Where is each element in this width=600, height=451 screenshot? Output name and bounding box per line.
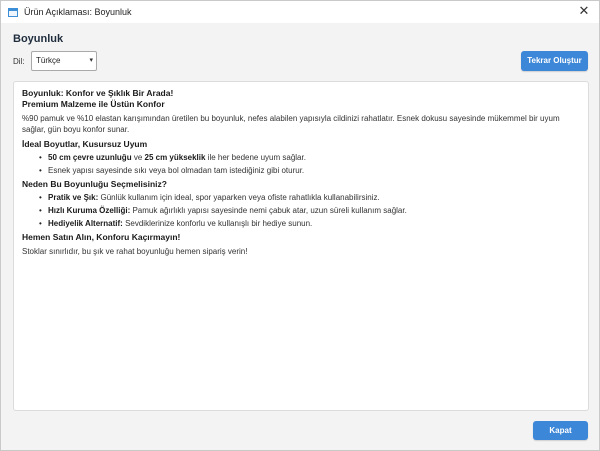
description-text-area[interactable] <box>13 81 589 411</box>
circumference-text: 50 cm çevre uzunluğu <box>48 153 132 162</box>
feature-title: Hediyelik Alternatif: <box>48 219 123 228</box>
height-text: 25 cm yükseklik <box>144 153 206 162</box>
page-title: Boyunluk <box>13 33 64 45</box>
description-heading: Boyunluk: Konfor ve Şıklık Bir Arada! <box>22 88 174 98</box>
language-select-value: Türkçe <box>36 56 61 65</box>
close-button[interactable]: Kapat <box>533 421 588 440</box>
list-item <box>48 218 580 229</box>
feature-text: Pamuk ağırlıklı yapısı sayesinde nemi çabuk atar, uzun süreli kullanım sağlar. <box>130 206 407 215</box>
material-heading: Premium Malzeme ile Üstün Konfor <box>22 99 165 109</box>
language-label: Dil: <box>13 57 25 66</box>
cta-heading: Hemen Satın Alın, Konforu Kaçırmayın! <box>22 232 181 242</box>
feature-text: Günlük kullanım için ideal, spor yaparken veya ofiste rahatlıkla kullanabilirsiniz. <box>98 193 380 202</box>
list-item <box>48 192 580 203</box>
chevron-down-icon: ▾ <box>89 57 93 64</box>
cta-paragraph: Stoklar sınırlıdır, bu şık ve rahat boyunluğu hemen sipariş verin! <box>22 247 248 256</box>
close-window-icon[interactable]: ✕ <box>578 3 590 18</box>
window-title: Ürün Açıklaması: Boyunluk <box>24 7 132 17</box>
list-item: • Esnek yapısı sayesinde sıkı veya bol olmadan tam istediğiniz gibi oturur. <box>48 165 580 176</box>
intro-paragraph: %90 pamuk ve %10 elastan karışımından üretilen bu boyunluk, nefes alabilen yapısıyla cildinizi rahatlatır. Esnek dokusu sayesinde mükemmel bir uyum sağlar, gün boyu konfor sunar. <box>22 114 560 134</box>
fit-text: ile her bedene uyum sağlar. <box>205 153 306 162</box>
language-select[interactable] <box>31 51 97 71</box>
window-icon <box>8 8 18 17</box>
dimensions-list <box>22 152 580 176</box>
title-bar[interactable] <box>1 1 599 23</box>
connector-text: ve <box>131 153 145 162</box>
list-item <box>48 152 580 163</box>
feature-title: Pratik ve Şık: <box>48 193 99 202</box>
feature-title: Hızlı Kuruma Özelliği: <box>48 206 131 215</box>
list-item <box>48 205 580 216</box>
why-heading: Neden Bu Boyunluğu Seçmelisiniz? <box>22 179 167 189</box>
dimensions-heading: İdeal Boyutlar, Kusursuz Uyum <box>22 139 148 149</box>
regenerate-button[interactable]: Tekrar Oluştur <box>521 51 588 71</box>
feature-text: Sevdiklerinize konforlu ve kullanışlı bir hediye sunun. <box>122 219 313 228</box>
why-list <box>22 192 580 229</box>
